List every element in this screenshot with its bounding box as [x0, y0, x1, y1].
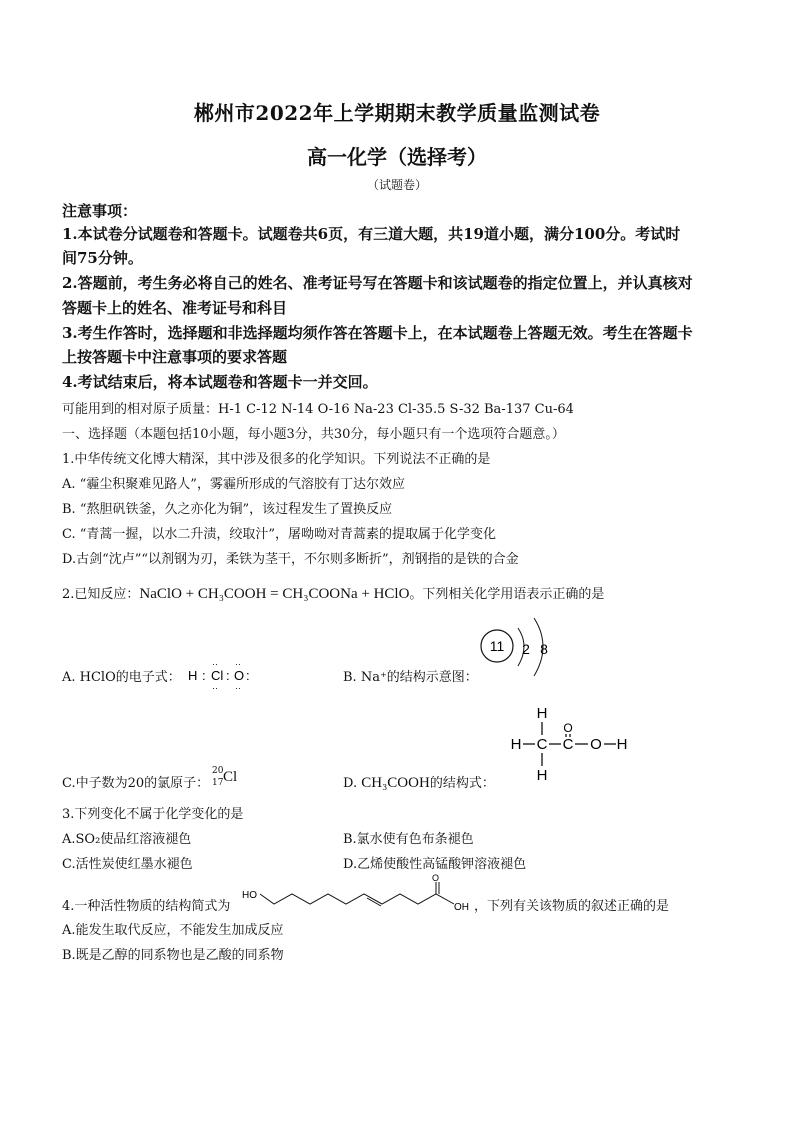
q2-option-c-label: C.中子数为20的氯原子：	[62, 776, 210, 791]
lewis-dots-o-bottom: ··	[235, 683, 241, 692]
note-2-line-1: 2.答题前，考生务必将自己的姓名、准考证号写在答题卡和该试题卷的指定位置上，并认真核对	[62, 274, 693, 292]
q1-option-b: B. “熬胆矾铁釜，久之亦化为铜”，该过程发生了置换反应	[62, 502, 393, 517]
q2-option-a-label: A. HClO的电子式：	[62, 670, 181, 685]
q4-option-b: B.既是乙醇的同系物也是乙酸的同系物	[62, 948, 284, 963]
exam-subtitle: 高一化学（选择考）	[307, 145, 487, 169]
sf-o-hydroxyl: O	[590, 736, 602, 753]
lewis-dots-cl-top: ··	[212, 659, 218, 669]
exam-title: 郴州市2022年上学期期末教学质量监测试卷	[193, 101, 601, 125]
q2-option-b-label: B. Na⁺的结构示意图：	[343, 670, 478, 685]
nucleus-charge: 11	[489, 638, 505, 654]
sf-h-right: H	[616, 736, 628, 753]
sf-c-1: C	[536, 736, 548, 753]
lewis-o: O	[234, 668, 245, 683]
sf-h-bottom: H	[536, 767, 548, 782]
nuclide-mass-number: 20	[212, 766, 224, 776]
sf-h-left: H	[510, 736, 522, 753]
note-3-line-1: 3.考生作答时，选择题和非选择题均须作答在答题卡上，在本试题卷上答题无效。考生在答题卡	[62, 324, 693, 342]
skeletal-ho-label: HO	[242, 890, 257, 901]
shell-1-electrons: 2	[522, 641, 530, 657]
chlorine-nuclide-symbol	[212, 766, 252, 790]
q2-option-d	[343, 772, 495, 792]
q2-suffix: 。下列相关化学用语表示正确的是	[409, 587, 605, 602]
hclo-lewis-structure	[186, 658, 258, 692]
q2-option-b	[343, 666, 478, 685]
section-1-heading: 一、选择题（本题包括10小题，每小题3分，共30分，每小题只有一个选项符合题意。）	[62, 427, 565, 442]
q1-stem: 1.中华传统文化博大精深，其中涉及很多的化学知识。下列说法不正确的是	[62, 452, 491, 467]
lewis-colon-3: :	[246, 668, 250, 683]
note-1-line-1: 1.本试卷分试题卷和答题卡。试题卷共6页，有三道大题，共19道小题，满分100分。考试时	[62, 225, 681, 243]
lewis-dots-cl-bottom: ··	[212, 683, 218, 692]
q4-suffix: ，下列有关该物质的叙述正确的是	[474, 899, 670, 914]
lewis-colon-2: :	[226, 668, 230, 683]
q2-prefix: 2.已知反应：	[62, 587, 140, 602]
acetic-acid-structural-formula	[506, 702, 632, 782]
sf-o-carbonyl: O	[563, 721, 573, 735]
q4-prefix: 4.一种活性物质的结构简式为	[62, 899, 231, 914]
q3-option-b: B.氯水使有色布条褪色	[343, 832, 474, 847]
q2-option-a	[62, 666, 181, 685]
lewis-h: H	[188, 668, 198, 683]
q1-option-c: C. “青蒿一握，以水二升渍，绞取汁”，屠呦呦对青蒿素的提取属于化学变化	[62, 527, 497, 542]
paper-type-label: （试题卷）	[366, 178, 427, 192]
q3-stem: 3.下列变化不属于化学变化的是	[62, 807, 244, 822]
q3-option-a: A.SO₂使品红溶液褪色	[62, 832, 192, 847]
note-4: 4.考试结束后，将本试题卷和答题卡一并交回。	[62, 373, 378, 391]
q2-stem	[62, 583, 734, 603]
shell-2-electrons: 8	[540, 641, 548, 657]
skeletal-formula	[240, 874, 476, 914]
lewis-cl: Cl	[211, 668, 224, 683]
q3-option-c: C.活性炭使红墨水褪色	[62, 857, 193, 872]
atomic-masses: 可能用到的相对原子质量：H-1 C-12 N-14 O-16 Na-23 Cl-35.5 S-32 Ba-137 Cu-64	[62, 402, 574, 417]
notes-heading: 注意事项：	[62, 202, 138, 220]
q4-option-a: A.能发生取代反应，不能发生加成反应	[62, 923, 284, 938]
carbonyl-o-label: O	[432, 874, 440, 883]
skeletal-oh-label: OH	[454, 902, 469, 913]
q2-option-d-formula: CH₃COOH	[361, 775, 430, 791]
note-2-line-2: 答题卡上的姓名、准考证号和科目	[62, 299, 288, 317]
q1-option-d: D.古剑“沈卢”“以剂钢为刃，柔铁为茎干，不尔则多断折”，剂钢指的是铁的合金	[62, 552, 519, 567]
lewis-dots-o-top: ··	[235, 659, 241, 669]
nuclide-element: Cl	[223, 769, 238, 785]
q3-option-d: D.乙烯使酸性高锰酸钾溶液褪色	[343, 857, 527, 872]
note-3-line-2: 上按答题卡中注意事项的要求答题	[62, 348, 288, 366]
q2-option-d-label: 的结构式：	[429, 776, 495, 791]
carbon-chain	[260, 894, 454, 904]
lewis-colon-1: :	[202, 668, 206, 683]
q2-option-d-letter: D.	[343, 776, 362, 791]
sf-c-2: C	[562, 736, 574, 753]
note-1-line-2: 间75分钟。	[62, 249, 143, 267]
nuclide-atomic-number: 17	[212, 778, 224, 788]
sodium-ion-structure-diagram	[476, 612, 560, 688]
sf-h-top: H	[536, 705, 548, 722]
q1-option-a: A. “霾尘积聚难见路人”，雾霾所形成的气溶胶有丁达尔效应	[62, 477, 405, 492]
q2-equation: NaClO + CH₃COOH = CH₃COONa + HClO	[139, 586, 410, 602]
q2-option-c	[62, 772, 209, 791]
